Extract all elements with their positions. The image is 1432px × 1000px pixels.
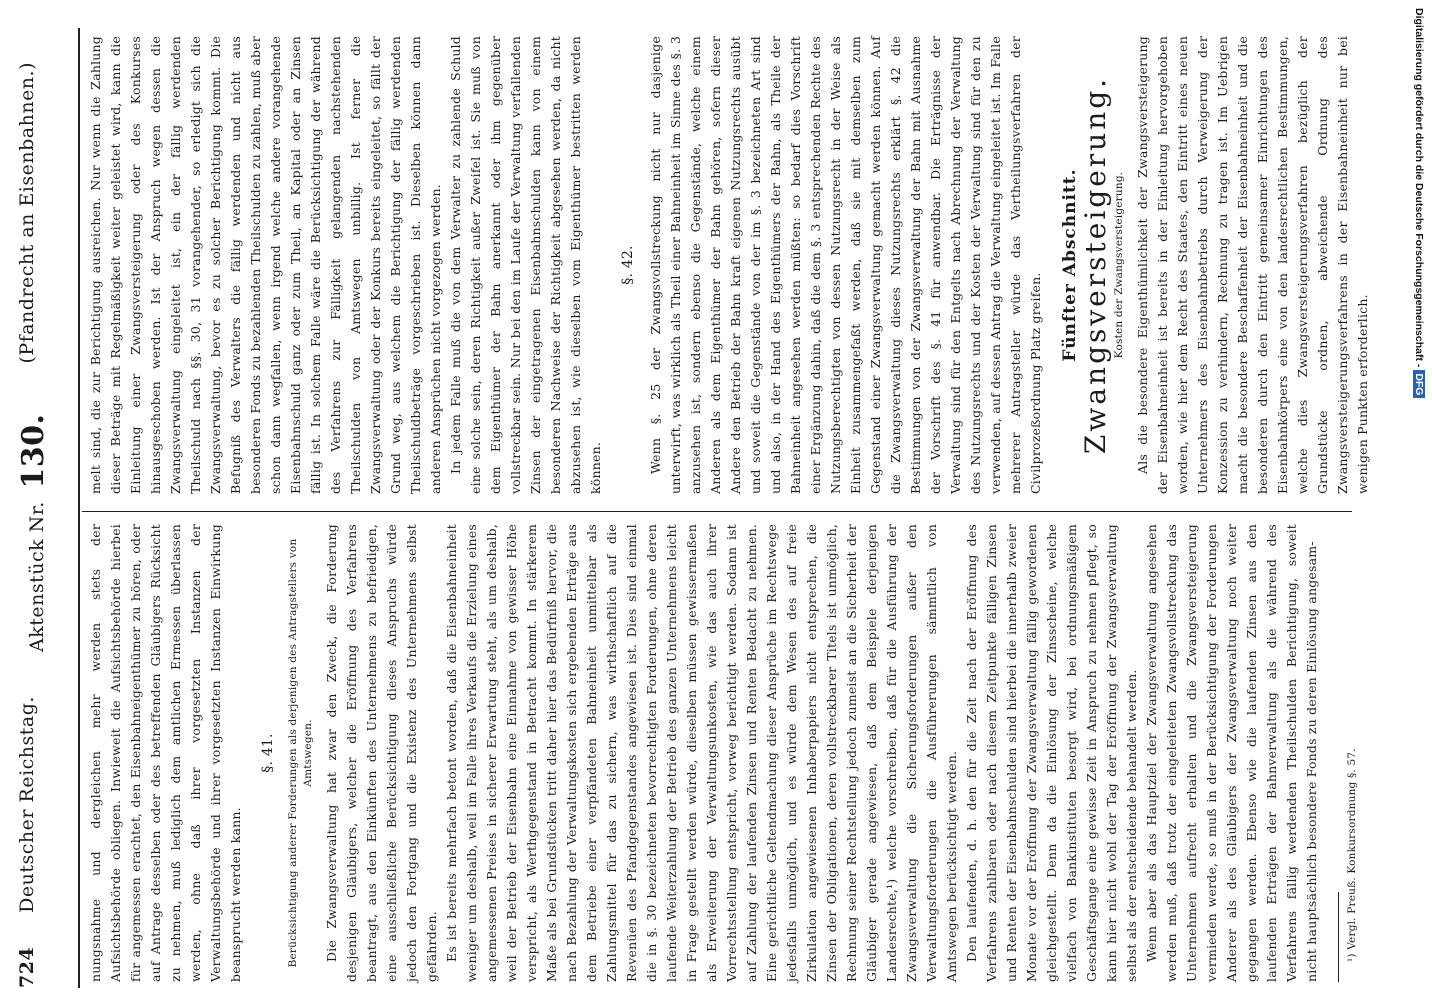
chapter-title: Zwangsversteigerung. bbox=[1079, 75, 1112, 455]
column-divider bbox=[82, 511, 1352, 512]
chapter-heading: Fünfter Abschnitt. bbox=[1060, 168, 1080, 362]
dfg-logo: DFG bbox=[1413, 370, 1425, 398]
header-rule bbox=[78, 28, 80, 988]
paragraph: Es ist bereits mehrfach betont worden, daß die Eisenbahneinheit weniger um deshalb, weil im Falle ihres Verkaufs die Erzielung eines angemessenen Preises in sicherer Erwartung steht, als um deshalb, weil der Betrieb der Eisenbahn eine Einnahme von gewisser Höhe verspricht, als Werthgegenstand in Betracht kommt. In stärkerem Maße als bei Grundstücken tritt daher hier das Bedürfniß hervor, die nach Bezahlung der Verwaltungskosten sich ergebenden Erträge aus dem Betriebe einer verpfändeten Bahneinheit unmittelbar als Zahlungsmittel für das zu sichern, was wirthschaftlich auf die Revenüen des Pfandgegenstandes angewiesen ist. Dies sind einmal die in §. 30 bezeichneten bevorrechtigten Forderungen, ohne deren laufende Weiterzahlung der Betrieb des ganzen Unternehmens leicht in Frage gestellt werden würde, dieselben müssen gewissermaßen als Erweiterung der Verwaltungsunkosten, wie das auch ihrer Vorrechtsstellung entspricht, vorweg berichtigt werden. Sodann ist auf Zahlung der laufenden Zinsen und Renten Bedacht zu nehmen. Eine gerichtliche Geltendmachung dieser Ansprüche im Rechtswege jedesfalls unmöglich, und es würde dem Wesen des auf freie Zirkulation angewiesenen Inhaberpapiers nicht entsprechen, die Zinsen der Obligationen, deren vollstreckbarer Titels ist unmöglich, Rechnung seiner Rechtstellung jedoch zumeist an die Sicherheit der Gläubiger gerade angewiesen, daß dem Beispiele derjenigen Landesrechte,¹) welche vorschreiben, daß für die Ausführung der Zwangsverwaltung die Sicherungsforderungen außer den Verwaltungsforderungen die Ausführerungen sämmtlich von Amtswegen berücksichtigt werden. bbox=[444, 524, 959, 982]
document-label-text: Aktenstück Nr. bbox=[26, 501, 48, 653]
digitization-credit bbox=[1408, 8, 1430, 992]
paragraph: Wenn §. 25 der Zwangsvollstreckung nicht nur dasjenige unterwirft, was wirklich als Theil einer Bahneinheit im Sinne des §. 3 anzusehen ist, sondern ebenso die Gegenstände, welche einem Anderen als dem Eigenthümer der Bahn gehören, sofern dieser Andere den Betrieb der Bahn kraft eigenen Nutzungsrechts ausübt und soweit die Gegenstände von der im §. 3 bezeichneten Art sind und also, in der Hand des Eigenthümers der Bahn, als Theile der Bahneinheit angesehen werden müßten: so bedarf dies Vorschrift einer Ergänzung dahin, daß die dem §. 3 entsprechenden Rechte des Nutzungsberechtigten von dessen Nutzungsrecht in der Weise als Einheit zusammengefaßt werden, daß sie mit demselben zum Gegenstand einer Zwangsverwaltung gemacht werden können. Auf die Zwangsverwaltung dieses Nutzungsrechts erklärt §. 42 die Bestimmungen von der Zwangsverwaltung der Bahn mit Ausnahme der Vorschrift des §. 41 für anwendbar. Die Erträgnisse der Verwaltung sind für den Entgelts nach Abrechnung der Verwaltung des Nutzungsrechts und der Kosten der Verwaltung sind für den zu verwenden, auf dessen Antrag die Verwaltung eingeleitet ist. Im Falle mehrerer Antragsteller würde das Vertheilungsverfahren der Civilprozeßordnung Platz greifen. bbox=[648, 36, 1043, 494]
footnote-rule bbox=[1338, 892, 1339, 982]
right-column bbox=[86, 36, 1373, 494]
left-column bbox=[86, 524, 1359, 982]
page-number: 724 bbox=[16, 946, 38, 988]
document-number: 130. bbox=[16, 413, 51, 489]
publication-title: Deutscher Reichstag. bbox=[16, 696, 38, 913]
chapter-subtitle: Kosten der Zwangsversteigerung. bbox=[1113, 171, 1125, 359]
section-heading-41: §. 41. bbox=[260, 733, 276, 773]
document-page bbox=[16, 28, 1416, 988]
paragraph: Die Zwangsverwaltung hat zwar den Zweck, die Forderung desjenigen Gläubigers, welcher die Eröffnung des Verfahrens beantragt, aus den Einkünften des Unternehmens zu befriedigen, eine ausschließliche Berücksichtigung dieses Anspruchs würde jedoch den Fortgang und die Existenz des Unternehmens selbst gefährden. bbox=[324, 524, 439, 982]
paragraph: In jedem Falle muß die von dem Verwalter zu zahlende Schuld eine solche sein, deren Richtigkeit außer Zweifel ist. Sie muß von dem Eigenthümer der Bahn anerkannt oder ihm gegenüber vollstreckbar sein. Nur bei den im Laufe der Verwaltung verfallenden Zinsen der eingetragenen Eisenbahnschulden kann von einem besonderen Nachweise der Richtigkeit abgesehen werden, da nicht abzusehen ist, wie dieselben vom Eigenthümer bestritten werden können. bbox=[448, 36, 603, 494]
paragraph: Wenn aber als das Hauptziel der Zwangsverwaltung angesehen werden muß, daß trotz der eingeleiteten Zwangsvollstreckung das Unternehmen aufrecht erhalten und die Zwangsversteigerung vermieden werde, so muß in der Berücksichtigung der Forderungen Anderer als des Gläubigers der Zwangsverwaltung noch weiter gegangen werden. Ebenso wie die laufenden Zinsen aus den laufenden Erträgen der Bahnverwaltung als die während des Verfahrens fällig werdenden Theilschulden Berichtigung, soweit nicht hauptsächlich besondere Fonds zu deren Einlösung angesam- bbox=[1144, 524, 1319, 982]
section-subtitle: Berücksichtigung anderer Forderungen als derjenigen des Antragstellers von Amtswegen. bbox=[287, 538, 314, 968]
page-header bbox=[16, 28, 76, 988]
header-title bbox=[16, 28, 51, 947]
paragraph: Den laufenden, d. h. den für die Zeit nach der Eröffnung des Verfahrens zahlbaren oder nach diesem Zeitpunkte fälligen Zinsen und Renten der Eisenbahnschulden sind hierbei die innerhalb zweier Monate vor der Eröffnung der Zwangsverwaltung fällig gewordenen gleichgestellt. Denn da die Einlösung der Zinsscheine, welche vielfach von Bankinstituten besorgt wird, bei ordnungsmäßigem Geschäftsgange eine gewisse Zeit in Anspruch zu nehmen pflegt, so kann hier nicht wohl der Tag der Eröffnung der Zwangsverwaltung selbst als der entscheidende behandelt werden. bbox=[964, 524, 1139, 982]
credit-text: Digitalisierung gefördert durch die Deutsche Forschungsgemeinschaft - bbox=[1413, 8, 1425, 371]
paragraph: melt sind, die zur Berichtigung ausreichen. Nur wenn die Zahlung dieser Beträge mit Regelmäßigkeit weiter geleistet wird, kann die Einleitung einer Zwangsversteigerung oder des Konkurses hinausgeschoben werden. Ist der Anspruch wegen dessen die Zwangsverwaltung eingeleitet ist, ein der fällig werdenden Theilschuld nach §§. 30, 31 vorangehender, so erledigt sich die Zwangsverwaltung, bevor es zu solcher Berichtigung kommt. Die Befugniß des Verwalters die fällig werdenden und nicht aus besonderen Fonds zu bezahlenden Theilschulden zu zahlen, muß aber schon dann wegfallen, wenn irgend welche andere vorangehende Eisenbahnschuld ganz oder zum Theil, an Kapital oder an Zinsen fällig ist. In solchem Falle wäre die Berücksichtigung der während des Verfahrens zur Fälligkeit gelangenden nachstehenden Theilschulden von Amtswegen unbillig. Ist ferner die Zwangsverwaltung oder der Konkurs bereits eingeleitet, so fällt der Grund weg, aus welchem die Berichtigung der fällig werdenden Theilschuldbeträge vorgeschrieben ist. Dieselben können dann anderen Ansprüchen nicht vorgezogen werden. bbox=[88, 36, 443, 494]
document-label bbox=[16, 408, 51, 652]
section-heading-42: §. 42. bbox=[620, 245, 636, 285]
document-subject: (Pfandrecht an Eisenbahnen.) bbox=[16, 62, 38, 364]
footnote: ¹) Vergl. Preuß. Konkursordnung §. 57. bbox=[1346, 748, 1358, 962]
paragraph: Als die besondere Eigenthümlichkeit der Zwangsversteigerung der Eisenbahneinheit ist bereits in der Einleitung hervorgehoben worden, wie hier dem Recht des Staates, den Eintritt eines neuen Unternehmers des Eisenbahnbetriebs durch Verweigerung der Konzession zu verhindern, Rechnung zu tragen ist. Im Uebrigen macht die besondere Beschaffenheit der Eisenbahneinheit und die besonderen durch den Eintritt gemeinsamer Einrichtungen des Eisenbahnkörpers eine von den landesrechtlichen Bestimmungen, welche dies Zwangsversteigerungsverfahren bezüglich der Grundstücke ordnen, abweichende Ordnung des Zwangsversteigerungsverfahrens in der Eisenbahneinheit nur bei wenigen Punkten erforderlich. bbox=[1135, 36, 1370, 494]
paragraph: nungsnahme und dergleichen mehr werden stets der Aufsichtsbehörde obliegen. Inwieweit die Aufsichtsbehörde hierbei für angemessen erachtet, den Eisenbahneigenthümer zu hören, oder auf Antrage desselben oder des betreffenden Gläubigers Rücksicht zu nehmen, muß lediglich dem amtlichen Ermessen überlassen werden, ohne daß ihrer vorgesetzten Instanzen der Verwaltungsbehörde und ihrer vorgesetzten Instanzen Einwirkung beansprucht werden kann. bbox=[88, 524, 243, 982]
credit-text-wrap bbox=[1408, 8, 1430, 992]
